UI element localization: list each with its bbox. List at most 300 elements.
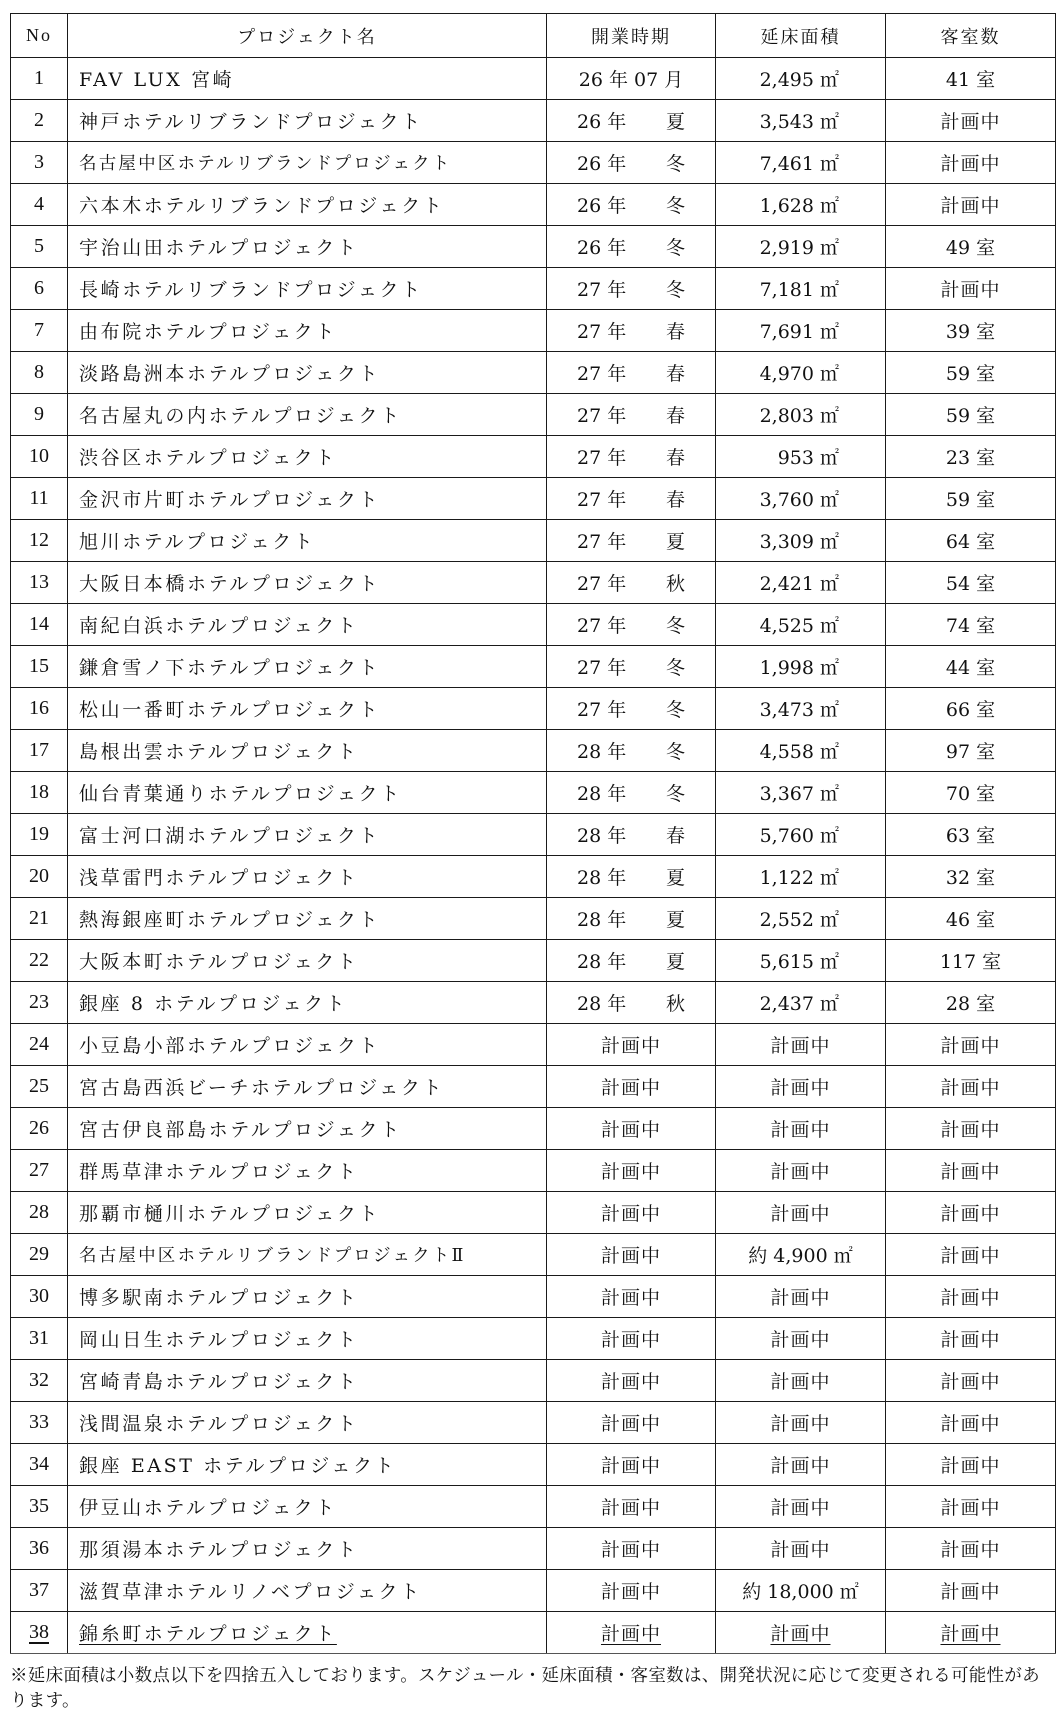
room-count[interactable]: 計画中: [940, 1623, 1001, 1645]
cell-opening-period: [547, 310, 716, 352]
cell-project-name: [68, 1024, 547, 1066]
cell-opening-period: [547, 268, 716, 310]
opening-period: [577, 401, 685, 428]
row-number: 31: [29, 1327, 49, 1349]
opening-season: 冬: [665, 741, 685, 763]
cell-floor-area: [716, 940, 886, 982]
cell-no: [11, 58, 68, 100]
row-number[interactable]: 38: [29, 1621, 49, 1643]
floor-area: 7,691 ㎡: [759, 321, 839, 343]
opening-period: [577, 149, 685, 176]
cell-room-count: [886, 58, 1056, 100]
cell-floor-area: [716, 520, 886, 562]
row-number: 22: [29, 949, 49, 971]
cell-room-count: [886, 310, 1056, 352]
cell-opening-period[interactable]: [547, 1612, 716, 1654]
opening-period: 計画中: [600, 1203, 661, 1225]
project-name: 金沢市片町ホテルプロジェクト: [79, 489, 381, 511]
cell-no[interactable]: [11, 1612, 68, 1654]
cell-no: [11, 142, 68, 184]
room-count: 計画中: [940, 1119, 1001, 1141]
floor-area: 計画中: [770, 1287, 831, 1309]
floor-area: 953 ㎡: [777, 447, 839, 469]
table-row: [11, 142, 1056, 184]
cell-room-count: [886, 1192, 1056, 1234]
project-name[interactable]: 錦糸町ホテルプロジェクト: [79, 1623, 337, 1645]
room-count: 46 室: [945, 909, 996, 931]
room-count: 計画中: [940, 111, 1001, 133]
room-count: 計画中: [940, 1581, 1001, 1603]
cell-no: [11, 436, 68, 478]
room-count: 28 室: [945, 993, 996, 1015]
cell-no: [11, 1024, 68, 1066]
cell-floor-area: [716, 268, 886, 310]
opening-year: 28 年: [577, 825, 627, 847]
opening-year: 27 年: [577, 447, 627, 469]
opening-period: 計画中: [600, 1329, 661, 1351]
cell-project-name: [68, 1276, 547, 1318]
project-name: 神戸ホテルリブランドプロジェクト: [79, 111, 423, 133]
header-project-name: プロジェクト名: [68, 14, 547, 58]
cell-floor-area[interactable]: [716, 1612, 886, 1654]
cell-no: [11, 730, 68, 772]
room-count: 計画中: [940, 279, 1001, 301]
opening-period: 計画中: [600, 1077, 661, 1099]
cell-no: [11, 1360, 68, 1402]
project-name: 銀座 8 ホテルプロジェクト: [79, 993, 348, 1015]
cell-project-name[interactable]: [68, 1612, 547, 1654]
cell-opening-period: [547, 898, 716, 940]
opening-season: 春: [665, 405, 685, 427]
table-row: [11, 814, 1056, 856]
cell-floor-area: [716, 394, 886, 436]
cell-opening-period: [547, 604, 716, 646]
floor-area: 3,473 ㎡: [759, 699, 839, 721]
opening-period: 計画中: [600, 1161, 661, 1183]
opening-season: 春: [665, 447, 685, 469]
table-row: [11, 898, 1056, 940]
cell-project-name: [68, 1108, 547, 1150]
cell-no: [11, 226, 68, 268]
cell-room-count: [886, 772, 1056, 814]
cell-project-name: [68, 1318, 547, 1360]
table-row: [11, 1612, 1056, 1654]
row-number: 34: [29, 1453, 49, 1475]
cell-room-count: [886, 436, 1056, 478]
row-number: 27: [29, 1159, 49, 1181]
table-row: [11, 604, 1056, 646]
cell-floor-area: [716, 772, 886, 814]
cell-room-count: [886, 1402, 1056, 1444]
row-number: 23: [29, 991, 49, 1013]
cell-no: [11, 268, 68, 310]
table-row: [11, 352, 1056, 394]
table-header-row: [11, 14, 1056, 58]
project-name: 名古屋中区ホテルリブランドプロジェクト: [79, 154, 452, 174]
project-name: 旭川ホテルプロジェクト: [79, 531, 316, 553]
opening-season: 春: [665, 363, 685, 385]
cell-no: [11, 1528, 68, 1570]
row-number: 25: [29, 1075, 49, 1097]
floor-area: 2,803 ㎡: [759, 405, 839, 427]
opening-period: 計画中: [600, 1413, 661, 1435]
project-name: 渋谷区ホテルプロジェクト: [79, 447, 337, 469]
cell-project-name: [68, 688, 547, 730]
row-number: 28: [29, 1201, 49, 1223]
opening-period: [577, 947, 685, 974]
cell-room-count: [886, 1318, 1056, 1360]
cell-opening-period: [547, 688, 716, 730]
cell-floor-area: [716, 1528, 886, 1570]
opening-year: 27 年: [577, 321, 627, 343]
floor-area: 7,461 ㎡: [759, 153, 839, 175]
cell-project-name: [68, 1360, 547, 1402]
cell-opening-period: [547, 1108, 716, 1150]
floor-area: 約 18,000 ㎡: [742, 1581, 859, 1603]
table-row: [11, 310, 1056, 352]
row-number: 15: [29, 655, 49, 677]
cell-floor-area: [716, 646, 886, 688]
row-number: 12: [29, 529, 49, 551]
cell-room-count: [886, 814, 1056, 856]
floor-area: 計画中: [770, 1497, 831, 1519]
opening-period: [577, 821, 685, 848]
cell-room-count: [886, 1486, 1056, 1528]
floor-area: 計画中: [770, 1539, 831, 1561]
cell-opening-period: [547, 352, 716, 394]
opening-period: [577, 233, 685, 260]
table-row: [11, 1150, 1056, 1192]
opening-year: 28 年: [577, 951, 627, 973]
footnote: ※延床面積は小数点以下を四捨五入しております。スケジュール・延床面積・客室数は、開発状況に応じて変更される可能性があります。: [10, 1666, 1040, 1711]
header-opening-period: 開業時期: [547, 14, 716, 58]
table-row: [11, 268, 1056, 310]
opening-period: [577, 317, 685, 344]
project-name: 島根出雲ホテルプロジェクト: [79, 741, 359, 763]
cell-floor-area: [716, 352, 886, 394]
floor-area: 7,181 ㎡: [759, 279, 839, 301]
cell-room-count: [886, 226, 1056, 268]
project-name: 大阪本町ホテルプロジェクト: [79, 951, 359, 973]
opening-year: 27 年: [577, 279, 627, 301]
project-name: 大阪日本橋ホテルプロジェクト: [79, 573, 381, 595]
opening-season: 冬: [665, 195, 685, 217]
table-row: [11, 1402, 1056, 1444]
opening-season: 冬: [665, 153, 685, 175]
row-number: 8: [34, 361, 44, 383]
project-name: 宮崎青島ホテルプロジェクト: [79, 1371, 359, 1393]
table-row: [11, 1444, 1056, 1486]
cell-room-count: [886, 352, 1056, 394]
room-count: 49 室: [945, 237, 996, 259]
cell-project-name: [68, 1444, 547, 1486]
opening-period: [577, 359, 685, 386]
floor-area: 計画中: [770, 1119, 831, 1141]
cell-opening-period: [547, 520, 716, 562]
cell-opening-period: [547, 1444, 716, 1486]
project-name: 那覇市樋川ホテルプロジェクト: [79, 1203, 381, 1225]
table-row: [11, 100, 1056, 142]
table-row: [11, 58, 1056, 100]
row-number: 14: [29, 613, 49, 635]
table-row: [11, 1108, 1056, 1150]
cell-room-count: [886, 898, 1056, 940]
cell-no: [11, 898, 68, 940]
floor-area: 2,421 ㎡: [759, 573, 839, 595]
cell-floor-area: [716, 1318, 886, 1360]
row-number: 7: [34, 319, 44, 341]
cell-project-name: [68, 1192, 547, 1234]
cell-project-name: [68, 352, 547, 394]
opening-period: 計画中: [600, 1539, 661, 1561]
row-number: 21: [29, 907, 49, 929]
cell-no: [11, 1444, 68, 1486]
row-number: 18: [29, 781, 49, 803]
cell-room-count: [886, 1066, 1056, 1108]
opening-season: 冬: [665, 783, 685, 805]
opening-period: [577, 485, 685, 512]
cell-room-count: [886, 1360, 1056, 1402]
cell-opening-period: [547, 1402, 716, 1444]
cell-opening-period: [547, 1024, 716, 1066]
floor-area: 計画中: [770, 1203, 831, 1225]
cell-project-name: [68, 184, 547, 226]
cell-opening-period: [547, 772, 716, 814]
cell-floor-area: [716, 100, 886, 142]
cell-floor-area: [716, 562, 886, 604]
row-number: 35: [29, 1495, 49, 1517]
opening-year: 27 年: [577, 573, 627, 595]
opening-year: 27 年: [577, 699, 627, 721]
cell-floor-area: [716, 604, 886, 646]
project-name: 那須湯本ホテルプロジェクト: [79, 1539, 359, 1561]
opening-season: 冬: [665, 615, 685, 637]
cell-floor-area: [716, 1234, 886, 1276]
opening-season: 夏: [665, 531, 685, 553]
opening-period: [577, 989, 685, 1016]
room-count: 59 室: [945, 363, 996, 385]
opening-year: 26 年: [577, 111, 627, 133]
row-number: 37: [29, 1579, 49, 1601]
project-name: 群馬草津ホテルプロジェクト: [79, 1161, 359, 1183]
project-name: 松山一番町ホテルプロジェクト: [79, 699, 381, 721]
cell-opening-period: [547, 1570, 716, 1612]
opening-period[interactable]: 計画中: [600, 1623, 661, 1645]
cell-floor-area: [716, 688, 886, 730]
opening-period: 計画中: [600, 1245, 661, 1267]
cell-project-name: [68, 1402, 547, 1444]
cell-project-name: [68, 772, 547, 814]
cell-no: [11, 184, 68, 226]
table-row: [11, 184, 1056, 226]
project-name: 小豆島小部ホテルプロジェクト: [79, 1035, 381, 1057]
opening-period: [577, 737, 685, 764]
cell-project-name: [68, 58, 547, 100]
floor-area[interactable]: 計画中: [770, 1623, 831, 1645]
floor-area: 4,525 ㎡: [759, 615, 839, 637]
cell-floor-area: [716, 1150, 886, 1192]
cell-room-count: [886, 394, 1056, 436]
table-row: [11, 730, 1056, 772]
floor-area: 計画中: [770, 1455, 831, 1477]
cell-opening-period: [547, 394, 716, 436]
cell-opening-period: [547, 478, 716, 520]
opening-period: [577, 905, 685, 932]
floor-area: 計画中: [770, 1161, 831, 1183]
opening-year: 27 年: [577, 615, 627, 637]
room-count: 54 室: [945, 573, 996, 595]
cell-room-count: [886, 142, 1056, 184]
room-count: 59 室: [945, 489, 996, 511]
cell-room-count: [886, 1528, 1056, 1570]
cell-room-count: [886, 478, 1056, 520]
cell-no: [11, 1108, 68, 1150]
room-count: 117 室: [939, 951, 1002, 973]
table-row: [11, 478, 1056, 520]
cell-project-name: [68, 100, 547, 142]
room-count: 23 室: [945, 447, 996, 469]
opening-period: [577, 569, 685, 596]
cell-project-name: [68, 730, 547, 772]
opening-year: 28 年: [577, 867, 627, 889]
table-row: [11, 1276, 1056, 1318]
cell-opening-period: [547, 646, 716, 688]
opening-season: 夏: [665, 909, 685, 931]
header-floor-area: 延床面積: [716, 14, 886, 58]
cell-opening-period: [547, 436, 716, 478]
floor-area: 計画中: [770, 1329, 831, 1351]
table-row: [11, 1486, 1056, 1528]
row-number: 2: [34, 109, 44, 131]
cell-no: [11, 940, 68, 982]
room-count: 計画中: [940, 1371, 1001, 1393]
floor-area: 計画中: [770, 1371, 831, 1393]
project-name: 宮古島西浜ビーチホテルプロジェクト: [79, 1077, 445, 1099]
floor-area: 1,628 ㎡: [759, 195, 839, 217]
cell-floor-area: [716, 898, 886, 940]
project-name: 岡山日生ホテルプロジェクト: [79, 1329, 359, 1351]
cell-opening-period: [547, 58, 716, 100]
row-number: 16: [29, 697, 49, 719]
opening-season: 冬: [665, 657, 685, 679]
floor-area: 5,760 ㎡: [759, 825, 839, 847]
table-row: [11, 940, 1056, 982]
cell-opening-period: [547, 1066, 716, 1108]
cell-project-name: [68, 268, 547, 310]
cell-room-count: [886, 1234, 1056, 1276]
cell-room-count[interactable]: [886, 1612, 1056, 1654]
cell-project-name: [68, 940, 547, 982]
cell-opening-period: [547, 562, 716, 604]
project-name: 淡路島洲本ホテルプロジェクト: [79, 363, 381, 385]
cell-floor-area: [716, 1360, 886, 1402]
room-count: 63 室: [945, 825, 996, 847]
room-count: 計画中: [940, 1329, 1001, 1351]
cell-room-count: [886, 520, 1056, 562]
cell-opening-period: [547, 226, 716, 268]
project-name: 由布院ホテルプロジェクト: [79, 321, 337, 343]
cell-floor-area: [716, 1570, 886, 1612]
floor-area: 計画中: [770, 1077, 831, 1099]
cell-floor-area: [716, 1192, 886, 1234]
opening-year: 26 年: [577, 153, 627, 175]
header-no: No: [11, 14, 68, 58]
cell-room-count: [886, 1108, 1056, 1150]
table-row: [11, 856, 1056, 898]
cell-project-name: [68, 604, 547, 646]
cell-room-count: [886, 982, 1056, 1024]
cell-floor-area: [716, 142, 886, 184]
opening-period: [577, 695, 685, 722]
cell-room-count: [886, 184, 1056, 226]
cell-room-count: [886, 604, 1056, 646]
opening-period: 計画中: [600, 1497, 661, 1519]
row-number: 11: [29, 487, 49, 509]
opening-period: 計画中: [600, 1119, 661, 1141]
cell-no: [11, 100, 68, 142]
cell-no: [11, 562, 68, 604]
opening-year: 27 年: [577, 489, 627, 511]
cell-opening-period: [547, 940, 716, 982]
cell-floor-area: [716, 814, 886, 856]
cell-room-count: [886, 856, 1056, 898]
cell-floor-area: [716, 226, 886, 268]
opening-period: [577, 611, 685, 638]
opening-year: 27 年: [577, 363, 627, 385]
cell-room-count: [886, 562, 1056, 604]
room-count: 計画中: [940, 1161, 1001, 1183]
opening-season: 秋: [665, 573, 685, 595]
cell-no: [11, 1150, 68, 1192]
room-count: 97 室: [945, 741, 996, 763]
cell-floor-area: [716, 1024, 886, 1066]
table-row: [11, 982, 1056, 1024]
opening-period: [577, 863, 685, 890]
room-count: 計画中: [940, 195, 1001, 217]
table-row: [11, 1360, 1056, 1402]
cell-project-name: [68, 1150, 547, 1192]
opening-year: 28 年: [577, 741, 627, 763]
opening-year: 28 年: [577, 909, 627, 931]
cell-project-name: [68, 856, 547, 898]
cell-project-name: [68, 310, 547, 352]
table-row: [11, 394, 1056, 436]
opening-year: 28 年: [577, 993, 627, 1015]
room-count: 計画中: [940, 1287, 1001, 1309]
floor-area: 計画中: [770, 1413, 831, 1435]
floor-area: 3,760 ㎡: [759, 489, 839, 511]
opening-year: 27 年: [577, 657, 627, 679]
cell-floor-area: [716, 436, 886, 478]
opening-period: 計画中: [600, 1035, 661, 1057]
cell-no: [11, 352, 68, 394]
table-row: [11, 646, 1056, 688]
project-name: 名古屋丸の内ホテルプロジェクト: [79, 405, 402, 427]
cell-opening-period: [547, 856, 716, 898]
room-count: 計画中: [940, 1455, 1001, 1477]
cell-project-name: [68, 814, 547, 856]
row-number: 1: [34, 67, 44, 89]
row-number: 3: [34, 151, 44, 173]
cell-floor-area: [716, 1444, 886, 1486]
header-room-count: 客室数: [886, 14, 1056, 58]
cell-room-count: [886, 940, 1056, 982]
row-number: 20: [29, 865, 49, 887]
project-name: 浅草雷門ホテルプロジェクト: [79, 867, 359, 889]
room-count: 計画中: [940, 1539, 1001, 1561]
cell-opening-period: [547, 184, 716, 226]
cell-no: [11, 688, 68, 730]
